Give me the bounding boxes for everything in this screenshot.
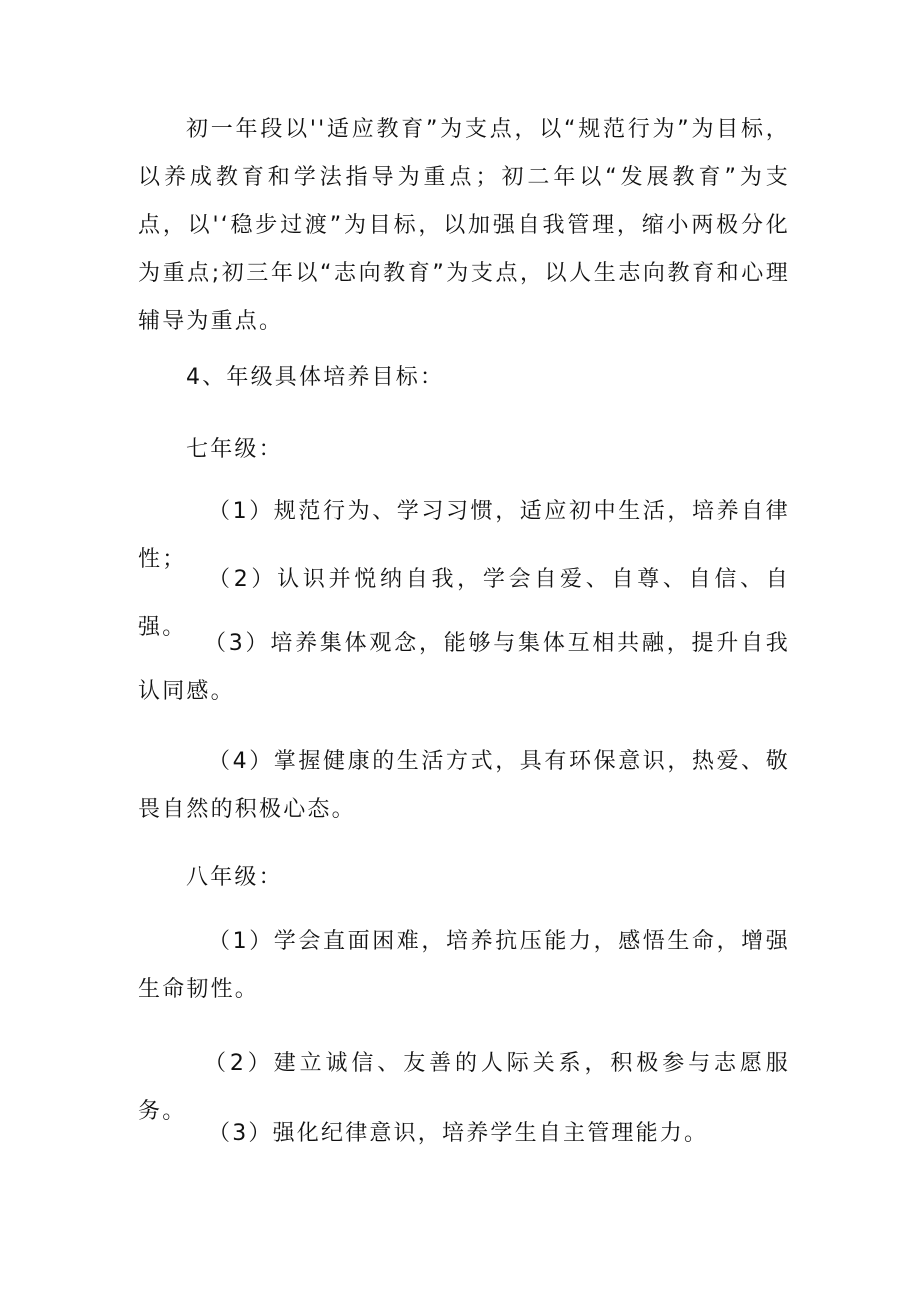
grade-heading-eighth: 八年级： bbox=[186, 865, 283, 890]
seventh-item-2: （2）认识并悦纳自我，学会自爱、自尊、自信、自强。 bbox=[138, 567, 790, 640]
paragraph-grade-stages: 初一年段以''适应教育”为支点，以“规范行为”为目标，以养成教育和学法指导为重点；初二年以“发展教育”为支点，以'‘稳步过渡”为目标，以加强自我管理，缩小两极分化为重点;初三年以“志向教育”为支点，以人生志向教育和心理辅导为重点。 bbox=[138, 117, 790, 334]
grade-heading-seventh: 七年级： bbox=[186, 437, 283, 462]
seventh-item-1: （1）规范行为、学习习惯，适应初中生活，培养自律性； bbox=[138, 499, 790, 572]
eighth-item-2: （2）建立诚信、友善的人际关系，积极参与志愿服务。 bbox=[138, 1051, 790, 1124]
eighth-item-3: （3）强化纪律意识，培养学生自主管理能力。 bbox=[208, 1121, 709, 1146]
seventh-item-4: （4）掌握健康的生活方式，具有环保意识，热爱、敬畏自然的积极心态。 bbox=[138, 749, 790, 822]
seventh-item-3: （3）培养集体观念，能够与集体互相共融，提升自我认同感。 bbox=[138, 631, 790, 704]
section-heading-grade-goals: 4、年级具体培养目标： bbox=[186, 365, 445, 390]
eighth-item-1: （1）学会直面困难，培养抗压能力，感悟生命，增强生命韧性。 bbox=[138, 929, 790, 1002]
